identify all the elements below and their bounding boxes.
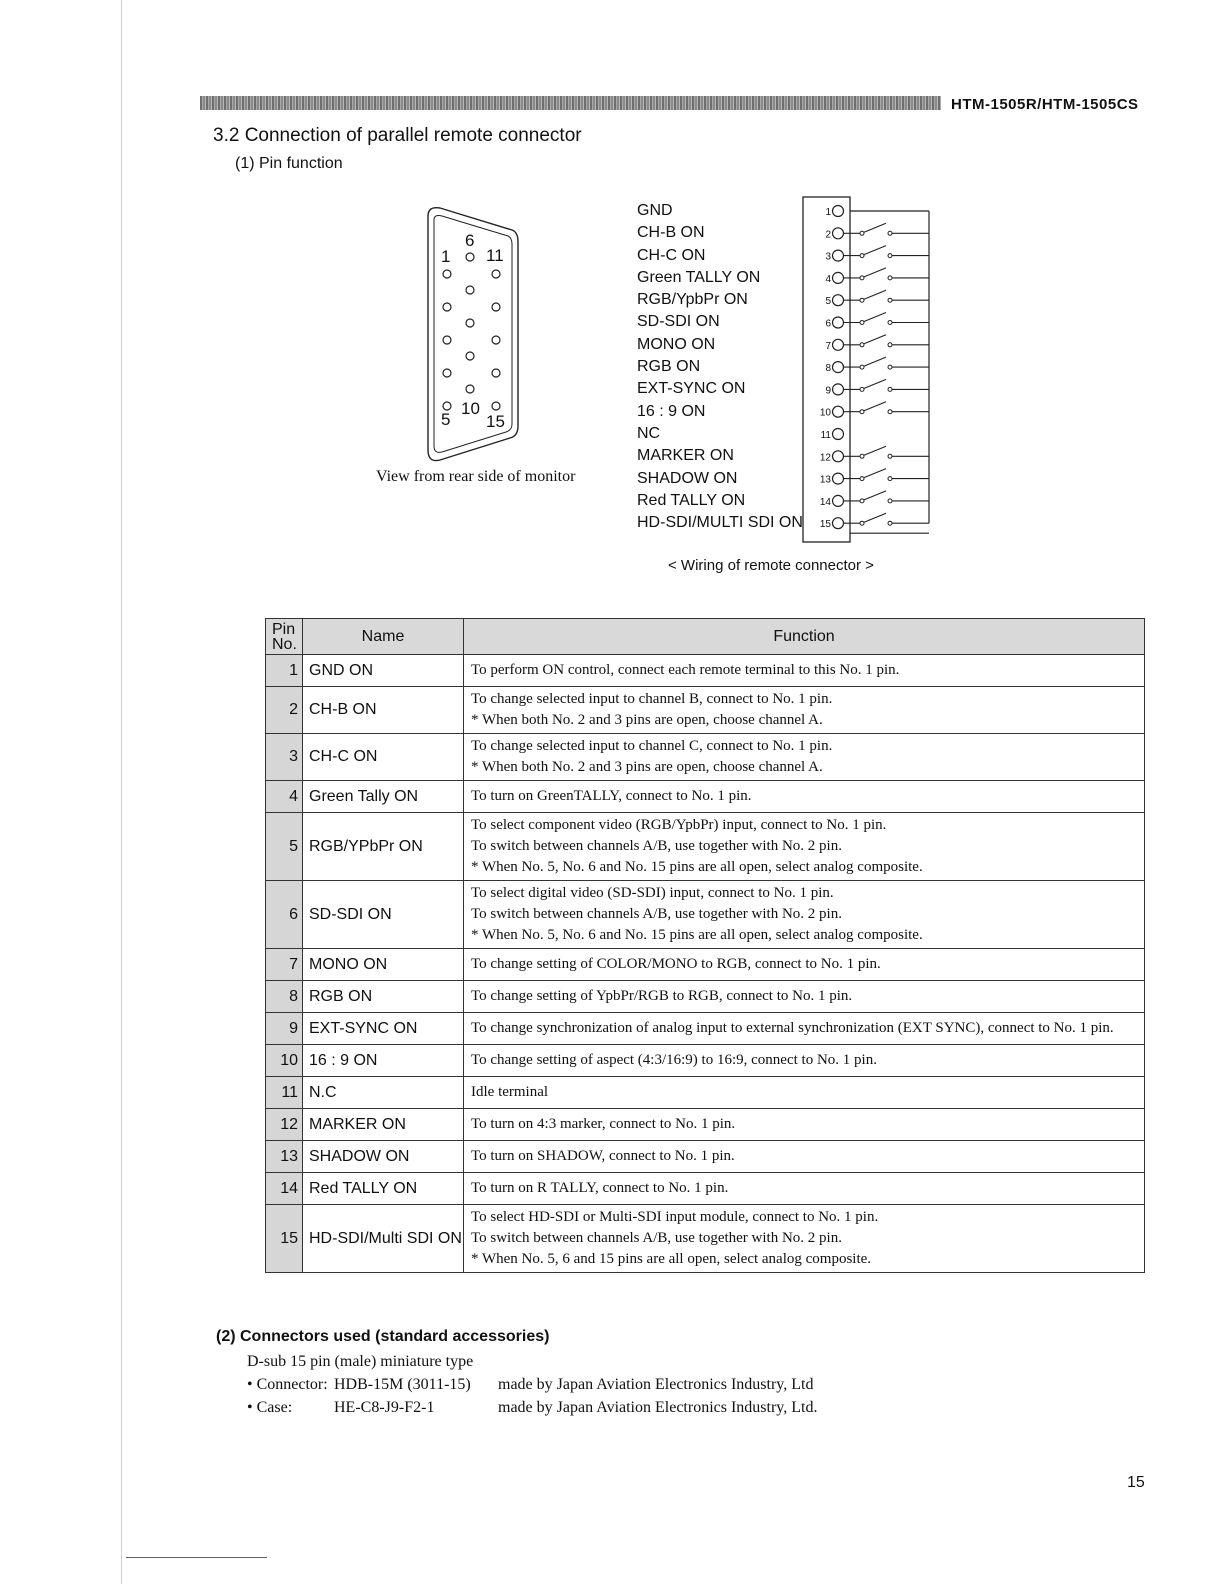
function-line: Idle terminal [471, 1084, 549, 1100]
switch-contact [888, 321, 892, 325]
header-pin-no: Pin No. [266, 619, 303, 655]
wiring-label: Green TALLY ON [637, 268, 761, 286]
pin-name-cell: Green Tally ON [303, 781, 464, 813]
pin-row-2 [466, 253, 474, 393]
pin-number-cell: 12 [266, 1109, 303, 1141]
pin-label-5: 5 [441, 410, 451, 429]
pin-number-cell: 3 [266, 734, 303, 781]
connector-part: HDB-15M (3011-15) [334, 1376, 471, 1393]
wiring-pin-terminal [833, 406, 844, 417]
switch-contact [860, 343, 864, 347]
wiring-pin-number: 14 [819, 496, 831, 508]
wiring-pin-number: 4 [825, 273, 831, 285]
pin-number-cell: 14 [266, 1173, 303, 1205]
wiring-label: MARKER ON [637, 447, 734, 465]
page-number: 15 [1127, 1474, 1145, 1491]
wiring-label: SHADOW ON [637, 469, 738, 487]
pin-function-cell [464, 1045, 1145, 1077]
switch-contact [860, 410, 864, 414]
function-line: To change setting of YpbPr/RGB to RGB, connect to No. 1 pin. [471, 988, 853, 1004]
switch-contact [888, 499, 892, 503]
pin-name-cell: GND ON [303, 655, 464, 687]
function-line: To turn on 4:3 marker, connect to No. 1 pin. [471, 1116, 736, 1132]
switch-contact [860, 231, 864, 235]
pin-number-cell: 7 [266, 949, 303, 981]
table-row [266, 1109, 1145, 1141]
table-row [266, 813, 1145, 881]
wiring-pin-number: 15 [819, 519, 831, 531]
switch-blade [864, 223, 886, 232]
function-line: * When both No. 2 and 3 pins are open, choose channel A. [471, 759, 823, 775]
pin-name-cell: 16 : 9 ON [303, 1045, 464, 1077]
wiring-pin-terminal [833, 206, 844, 217]
switch-contact [860, 276, 864, 280]
switch-blade [864, 402, 886, 411]
subsection-title: (1) Pin function [235, 155, 343, 172]
pin-number-cell: 15 [266, 1205, 303, 1273]
wiring-pin-number: 7 [825, 340, 831, 352]
switch-blade [864, 290, 886, 299]
function-line: To select HD-SDI or Multi-SDI input module, connect to No. 1 pin. [471, 1209, 879, 1225]
bottom-link-line [126, 1557, 267, 1558]
function-line: To change selected input to channel C, connect to No. 1 pin. [471, 738, 833, 754]
function-line: * When No. 5, 6 and 15 pins are all open, select analog composite. [471, 1251, 872, 1267]
switch-contact [860, 521, 864, 525]
table-row [266, 1013, 1145, 1045]
function-line: To turn on R TALLY, connect to No. 1 pin. [471, 1180, 729, 1196]
pin-function-cell [464, 1173, 1145, 1205]
pin-number-cell: 8 [266, 981, 303, 1013]
wiring-label-list [637, 200, 803, 534]
binding-margin-line [121, 0, 122, 1584]
function-line: To select digital video (SD-SDI) input, connect to No. 1 pin. [471, 885, 834, 901]
pin-number-cell: 11 [266, 1077, 303, 1109]
wiring-label: NC [637, 424, 661, 442]
wiring-label: HD-SDI/MULTI SDI ON [637, 514, 803, 532]
pin-function-cell [464, 1013, 1145, 1045]
header-name: Name [303, 619, 464, 655]
table-row [266, 734, 1145, 781]
pin-number-cell: 4 [266, 781, 303, 813]
table-row [266, 1141, 1145, 1173]
wiring-label: GND [637, 202, 673, 219]
pin-name-cell: Red TALLY ON [303, 1173, 464, 1205]
switch-blade [864, 335, 886, 344]
table-row [266, 781, 1145, 813]
wiring-pin-terminal [833, 473, 844, 484]
pin-function-cell [464, 655, 1145, 687]
table-row [266, 655, 1145, 687]
switch-contact [860, 365, 864, 369]
table-row [266, 1173, 1145, 1205]
wiring-pin-terminal [833, 317, 844, 328]
case-maker: made by Japan Aviation Electronics Industry, Ltd. [498, 1399, 818, 1416]
switch-contact [888, 365, 892, 369]
switch-blade [864, 379, 886, 388]
switch-blade [864, 491, 886, 500]
table-row [266, 981, 1145, 1013]
wiring-pin-terminal [833, 272, 844, 283]
wiring-pin-terminal [833, 362, 844, 373]
function-line: To turn on SHADOW, connect to No. 1 pin. [471, 1148, 735, 1164]
switch-blade [864, 469, 886, 478]
switch-contact [860, 298, 864, 302]
wiring-pin-number: 11 [820, 430, 831, 441]
pin-function-cell [464, 734, 1145, 781]
table-row [266, 1045, 1145, 1077]
pin-function-table [265, 618, 1145, 1273]
connector-caption: View from rear side of monitor [376, 468, 576, 485]
wiring-schematic [800, 195, 940, 545]
pin-name-cell: EXT-SYNC ON [303, 1013, 464, 1045]
wiring-pin-number: 1 [825, 207, 831, 218]
connector-maker: made by Japan Aviation Electronics Industry, Ltd [498, 1376, 814, 1393]
pin-name-cell: CH-C ON [303, 734, 464, 781]
function-line: To change setting of COLOR/MONO to RGB, connect to No. 1 pin. [471, 956, 881, 972]
pin-function-cell [464, 1077, 1145, 1109]
connectors-used-description: D-sub 15 pin (male) miniature type [247, 1353, 474, 1370]
pin-function-cell [464, 813, 1145, 881]
switch-contact [888, 343, 892, 347]
pin-number-cell: 10 [266, 1045, 303, 1077]
connectors-used-title: (2) Connectors used (standard accessories) [216, 1328, 550, 1345]
pin-name-cell: MONO ON [303, 949, 464, 981]
wiring-label: CH-C ON [637, 246, 706, 264]
function-line: To select component video (RGB/YpbPr) input, connect to No. 1 pin. [471, 817, 887, 833]
wiring-pin-terminal [833, 518, 844, 529]
switch-contact [860, 454, 864, 458]
wiring-pin-number: 3 [825, 251, 831, 263]
switch-contact [888, 298, 892, 302]
pin-function-cell [464, 1205, 1145, 1273]
pin-number-cell: 9 [266, 1013, 303, 1045]
wiring-label: RGB ON [637, 358, 701, 376]
pin-function-cell [464, 1109, 1145, 1141]
function-line: To change synchronization of analog input to external synchronization (EXT SYNC), connect to No. 1 pin. [471, 1020, 1114, 1036]
function-line: To switch between channels A/B, use together with No. 2 pin. [471, 906, 842, 922]
wiring-pin-terminal [833, 339, 844, 350]
wiring-pin-terminal [833, 228, 844, 239]
function-line: To switch between channels A/B, use together with No. 2 pin. [471, 838, 842, 854]
wiring-label: RGB/YpbPr ON [637, 291, 748, 309]
pin-function-cell [464, 981, 1145, 1013]
wiring-pin-number: 13 [819, 474, 831, 486]
wiring-pin-terminal [833, 495, 844, 506]
wiring-pin-number: 2 [825, 229, 831, 241]
wiring-pin-number: 10 [819, 407, 831, 419]
pin-function-cell [464, 881, 1145, 949]
pin-function-cell [464, 781, 1145, 813]
pin-label-15: 15 [486, 412, 505, 431]
pin-name-cell: SD-SDI ON [303, 881, 464, 949]
wiring-pin-number: 9 [825, 385, 831, 397]
wiring-label: Red TALLY ON [637, 491, 746, 509]
switch-blade [864, 313, 886, 322]
function-line: To perform ON control, connect each remote terminal to this No. 1 pin. [471, 662, 900, 678]
switch-contact [860, 387, 864, 391]
wiring-pin-number: 12 [819, 452, 831, 464]
switch-contact [888, 254, 892, 258]
pin-name-cell: MARKER ON [303, 1109, 464, 1141]
pin-number-cell: 5 [266, 813, 303, 881]
wiring-label: 16 : 9 ON [637, 402, 706, 420]
switch-contact [888, 521, 892, 525]
pin-number-cell: 6 [266, 881, 303, 949]
function-line: * When No. 5, No. 6 and No. 15 pins are all open, select analog composite. [471, 859, 923, 875]
function-line: To change setting of aspect (4:3/16:9) to 16:9, connect to No. 1 pin. [471, 1052, 877, 1068]
switch-contact [888, 410, 892, 414]
wiring-label: SD-SDI ON [637, 313, 720, 331]
table-header-row [266, 619, 1145, 655]
pin-number-cell: 13 [266, 1141, 303, 1173]
model-number: HTM-1505R/HTM-1505CS [951, 96, 1139, 113]
wiring-pin-terminal [833, 295, 844, 306]
header-rule [200, 96, 941, 110]
pin-function-cell [464, 949, 1145, 981]
pin-label-6: 6 [465, 231, 475, 250]
pin-number-cell: 2 [266, 687, 303, 734]
switch-contact [888, 454, 892, 458]
wiring-label: CH-B ON [637, 224, 705, 242]
function-line: To turn on GreenTALLY, connect to No. 1 pin. [471, 788, 752, 804]
switch-contact [860, 321, 864, 325]
wiring-pin-terminal [833, 429, 844, 440]
wiring-pin-terminal [833, 451, 844, 462]
pin-number-cell: 1 [266, 655, 303, 687]
header-function: Function [464, 619, 1145, 655]
wiring-label: MONO ON [637, 335, 716, 353]
dsub-connector-diagram [410, 198, 530, 468]
case-label: • Case: [247, 1399, 293, 1416]
switch-blade [864, 268, 886, 277]
wiring-label: EXT-SYNC ON [637, 380, 746, 398]
pin-label-1: 1 [441, 247, 451, 266]
pin-function-cell [464, 687, 1145, 734]
wiring-pin-number: 8 [825, 363, 831, 375]
switch-contact [860, 254, 864, 258]
table-row [266, 1077, 1145, 1109]
pin-label-10: 10 [461, 399, 480, 418]
wiring-caption: < Wiring of remote connector > [668, 557, 874, 574]
pin-name-cell: HD-SDI/Multi SDI ON [303, 1205, 464, 1273]
function-line: To change selected input to channel B, connect to No. 1 pin. [471, 691, 833, 707]
pin-row-1 [443, 270, 451, 410]
function-line: * When both No. 2 and 3 pins are open, choose channel A. [471, 712, 823, 728]
pin-label-11: 11 [486, 246, 504, 265]
pin-name-cell: SHADOW ON [303, 1141, 464, 1173]
wiring-pin-number: 6 [825, 318, 831, 330]
pin-name-cell: N.C [303, 1077, 464, 1109]
connector-label: • Connector: [247, 1376, 328, 1393]
switch-contact [888, 477, 892, 481]
switch-contact [860, 477, 864, 481]
wiring-pin-terminal [833, 384, 844, 395]
pin-name-cell: CH-B ON [303, 687, 464, 734]
case-part: HE-C8-J9-F2-1 [334, 1399, 435, 1416]
table-row [266, 881, 1145, 949]
section-title: 3.2 Connection of parallel remote connector [213, 125, 582, 146]
switch-contact [860, 499, 864, 503]
table-row [266, 1205, 1145, 1273]
table-row [266, 687, 1145, 734]
wiring-pin-number: 5 [825, 296, 831, 308]
switch-blade [864, 357, 886, 366]
pin-name-cell: RGB ON [303, 981, 464, 1013]
switch-contact [888, 387, 892, 391]
switch-blade [864, 513, 886, 522]
pin-function-cell [464, 1141, 1145, 1173]
table-row [266, 949, 1145, 981]
pin-row-3 [492, 270, 500, 410]
switch-blade [864, 246, 886, 255]
pin-name-cell: RGB/YPbPr ON [303, 813, 464, 881]
function-line: To switch between channels A/B, use together with No. 2 pin. [471, 1230, 842, 1246]
switch-contact [888, 276, 892, 280]
function-line: * When No. 5, No. 6 and No. 15 pins are all open, select analog composite. [471, 927, 923, 943]
switch-blade [864, 446, 886, 455]
wiring-pin-terminal [833, 250, 844, 261]
switch-contact [888, 231, 892, 235]
